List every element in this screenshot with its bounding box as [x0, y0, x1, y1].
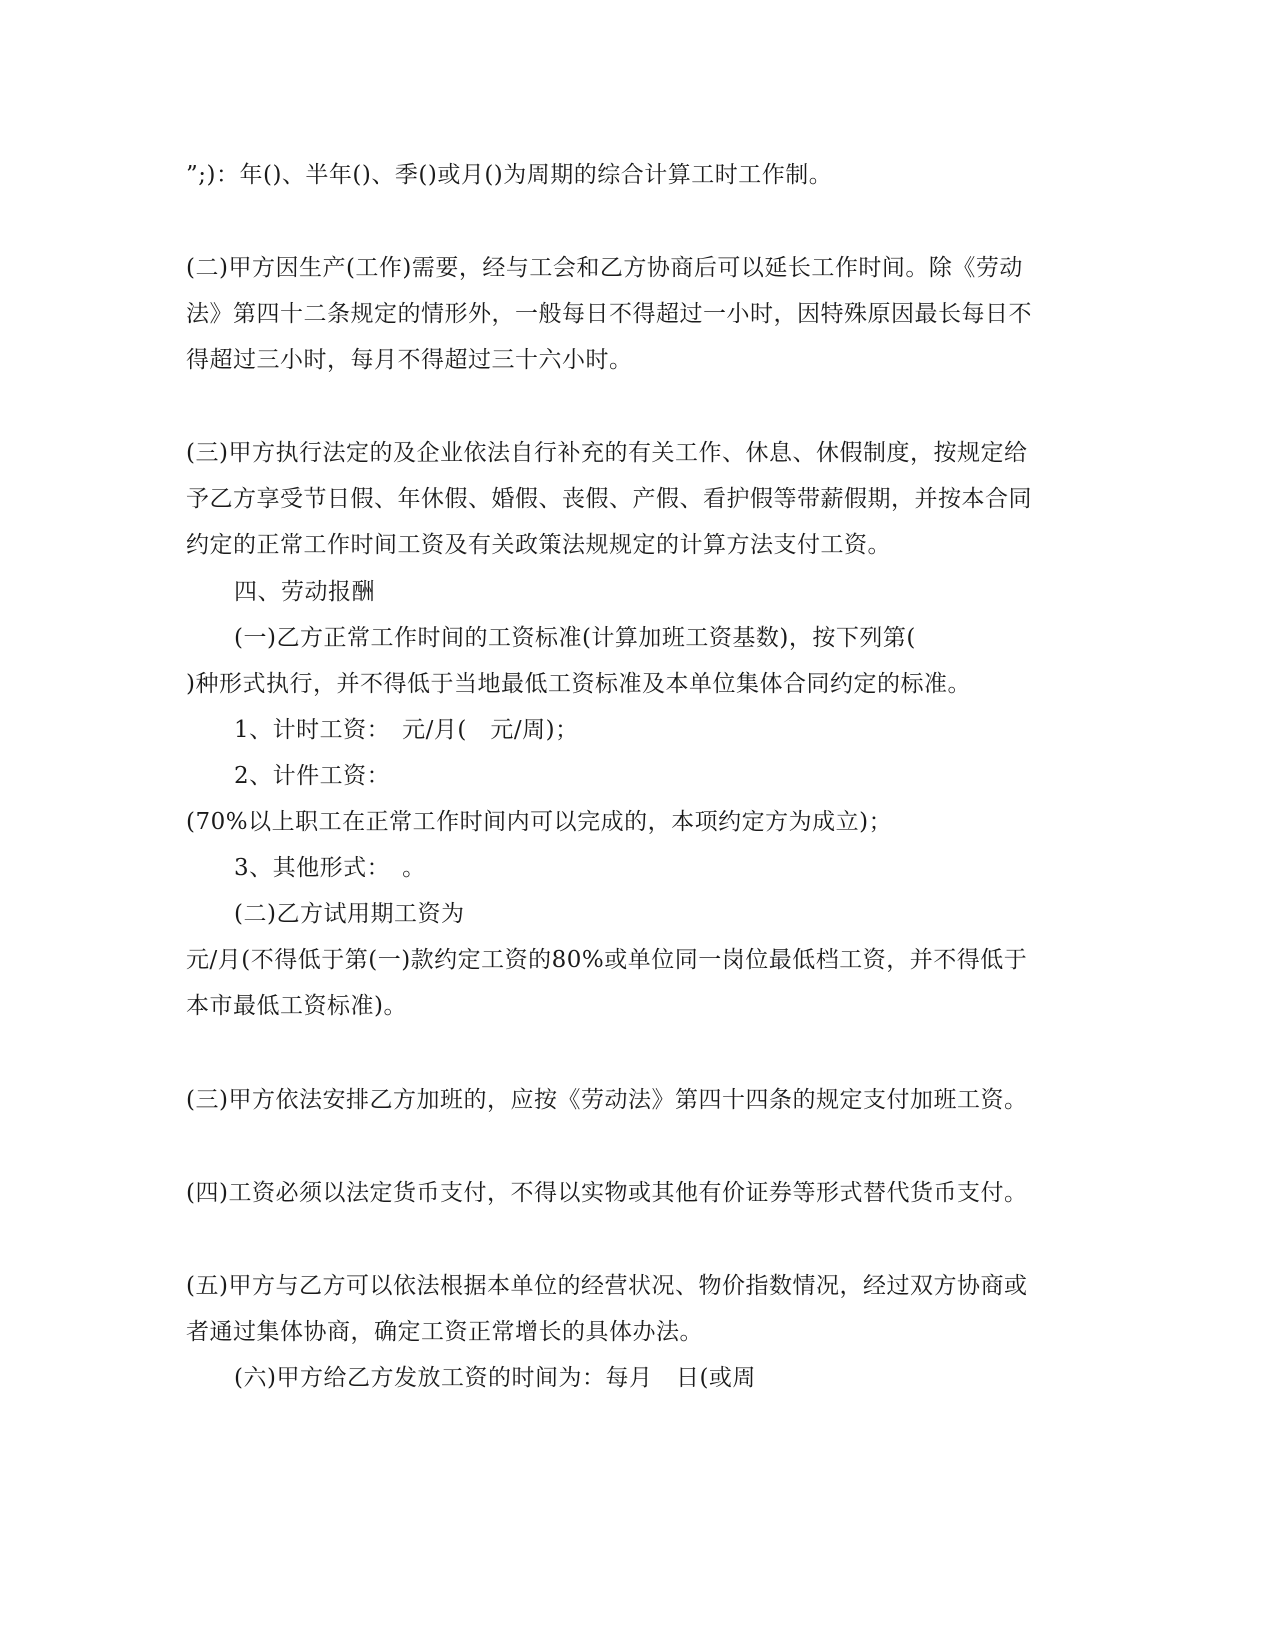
paragraph-line: (三)甲方执行法定的及企业依法自行补充的有关工作、休息、休假制度，按规定给	[186, 440, 1028, 466]
paragraph-line: 得超过三小时，每月不得超过三十六小时。	[186, 347, 633, 373]
paragraph-line: (三)甲方依法安排乙方加班的，应按《劳动法》第四十四条的规定支付加班工资。	[186, 1087, 1028, 1113]
paragraph-line: (四)工资必须以法定货币支付，不得以实物或其他有价证券等形式替代货币支付。	[186, 1180, 1028, 1206]
paragraph-line: (一)乙方正常工作时间的工资标准(计算加班工资基数)，按下列第(	[234, 625, 916, 651]
paragraph-line: 法》第四十二条规定的情形外，一般每日不得超过一小时，因特殊原因最长每日不	[186, 301, 1032, 327]
paragraph-line: 约定的正常工作时间工资及有关政策法规规定的计算方法支付工资。	[186, 532, 891, 558]
section-heading: 四、劳动报酬	[234, 579, 375, 605]
paragraph-line: 予乙方享受节日假、年休假、婚假、丧假、产假、看护假等带薪假期，并按本合同	[186, 486, 1032, 512]
text-line-continuation: ”;)：年()、半年()、季()或月()为周期的综合计算工时工作制。	[186, 162, 833, 188]
paragraph-line: 元/月(不得低于第(一)款约定工资的80%或单位同一岗位最低档工资，并不得低于	[186, 947, 1028, 973]
paragraph-line: (五)甲方与乙方可以依法根据本单位的经营状况、物价指数情况，经过双方协商或	[186, 1273, 1028, 1299]
paragraph-line: (六)甲方给乙方发放工资的时间为：每月 日(或周	[234, 1365, 756, 1391]
list-item: 1、计时工资： 元/月( 元/周)；	[234, 717, 579, 743]
paragraph-line: (70%以上职工在正常工作时间内可以完成的，本项约定方为成立)；	[186, 809, 893, 835]
list-item: 3、其他形式： 。	[234, 855, 426, 881]
list-item: 2、计件工资：	[234, 763, 391, 789]
paragraph-line: 者通过集体协商，确定工资正常增长的具体办法。	[186, 1319, 703, 1345]
paragraph-line: )种形式执行，并不得低于当地最低工资标准及本单位集体合同约定的标准。	[186, 671, 971, 697]
paragraph-line: (二)甲方因生产(工作)需要，经与工会和乙方协商后可以延长工作时间。除《劳动	[186, 255, 1023, 281]
paragraph-line: (二)乙方试用期工资为	[234, 901, 465, 927]
paragraph-line: 本市最低工资标准)。	[186, 993, 407, 1019]
